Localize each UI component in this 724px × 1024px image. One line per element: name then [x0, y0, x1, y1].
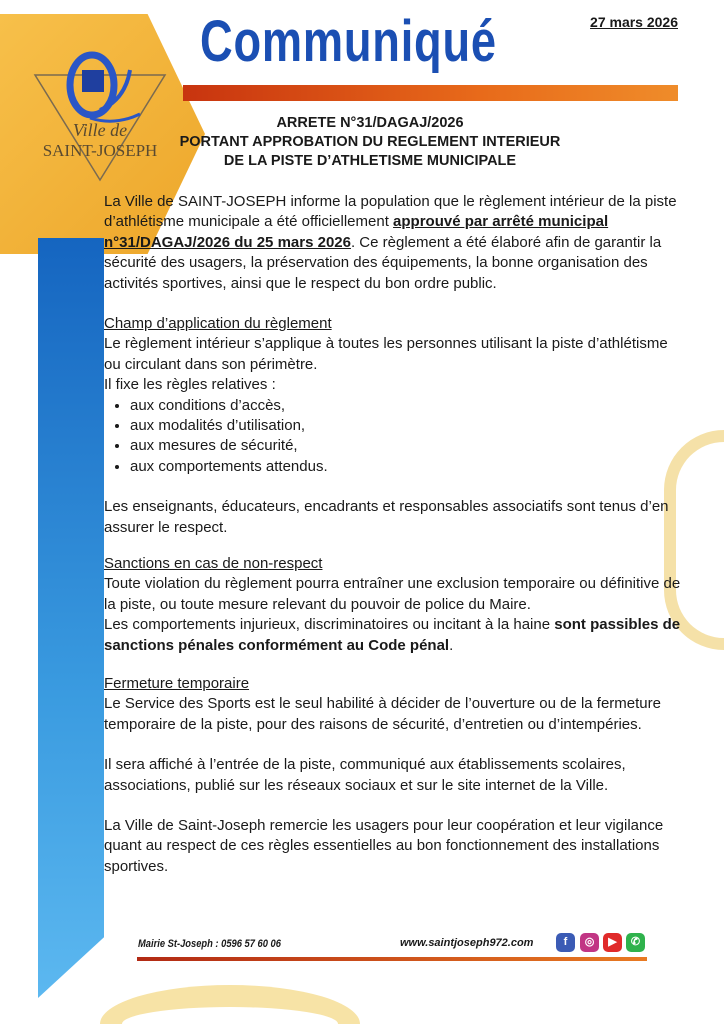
list-item: • aux comportements attendus.	[130, 457, 684, 477]
facebook-icon[interactable]: f	[556, 933, 575, 952]
heading-line: ARRETE N°31/DAGAJ/2026	[276, 115, 464, 131]
list-item: • aux mesures de sécurité,	[130, 436, 684, 456]
bold-text: sont passibles de sanctions pénales conformément au Code pénal	[104, 616, 681, 654]
svg-text:SAINT-JOSEPH: SAINT-JOSEPH	[42, 141, 158, 160]
footer-bar	[137, 957, 647, 961]
text: .	[449, 636, 454, 654]
bold-text: approuvé par arrêté municipal n°31/DAGAJ/2026 du 25 mars 2026	[104, 213, 609, 251]
text: . Ce règlement a été élaboré afin de garantir la sécurité des usagers, la préservation des équipements, la bonne organisation des activités sportives, ainsi que le respect du bon ordre public.	[104, 233, 662, 292]
text: Les enseignants, éducateurs, encadrants et responsables associatifs sont tenus d’en assurer le respect.	[104, 498, 669, 536]
decorative-stripe	[38, 238, 104, 998]
text: Le Service des Sports est le seul habilité à décider de l’ouverture ou de la fermeture temporaire de la piste, pour des raisons de sécurité, d’entretien ou d’intempéries.	[104, 695, 661, 733]
decorative-arc-bottom	[100, 985, 360, 1024]
rules-list	[104, 396, 684, 478]
section-title: Sanctions en cas de non-respect	[104, 555, 323, 572]
svg-text:Ville de: Ville de	[72, 120, 128, 140]
header-bar	[183, 85, 678, 101]
footer-website[interactable]: www.saintjoseph972.com	[400, 937, 534, 949]
whatsapp-icon[interactable]: ✆	[626, 933, 645, 952]
text: Le règlement intérieur s’applique à toutes les personnes utilisant la piste d’athlétisme ou circulant dans son périmètre.	[104, 335, 668, 373]
page-title: Communiqué	[200, 9, 497, 74]
section-sanctions	[104, 554, 684, 656]
text: Toute violation du règlement pourra entraîner une exclusion temporaire ou définitive de la piste, ou toute mesure relevant du pouvoir de police du Maire.	[104, 575, 681, 613]
heading-line: PORTANT APPROBATION DU REGLEMENT INTERIEUR	[179, 134, 561, 150]
heading-line: DE LA PISTE D’ATHLETISME MUNICIPALE	[223, 153, 517, 169]
text: Les comportements injurieux, discriminatoires ou incitant à la haine	[104, 616, 555, 634]
city-logo	[30, 40, 170, 190]
instagram-icon[interactable]: ◎	[580, 933, 599, 952]
text: Il sera affiché à l’entrée de la piste, communiqué aux établissements scolaires, associations, publié sur les réseaux sociaux et sur le site internet de la Ville.	[104, 756, 626, 794]
section-title: Champ d’application du règlement	[104, 315, 332, 332]
closing-text: La Ville de Saint-Joseph remercie les usagers pour leur coopération et leur vigilance quant au respect de ces règles essentielles au bon fonctionnement des installations sportives.	[104, 817, 664, 875]
footer-phone: Mairie St-Joseph : 0596 57 60 06	[138, 938, 281, 950]
section-scope	[104, 314, 684, 538]
text: La Ville de SAINT-JOSEPH informe la population que le règlement intérieur de la piste d’athlétisme municipale a été officiellement	[104, 193, 677, 231]
list-item: • aux modalités d’utilisation,	[130, 416, 684, 436]
section-title: Fermeture temporaire	[104, 675, 250, 692]
section-closure	[104, 674, 684, 877]
text: Il fixe les règles relatives :	[104, 376, 276, 394]
intro-paragraph	[104, 192, 684, 294]
decree-heading	[160, 114, 580, 171]
publication-date: 27 mars 2026	[590, 14, 678, 30]
list-item: • aux conditions d’accès,	[130, 396, 684, 416]
youtube-icon[interactable]: ▶	[603, 933, 622, 952]
